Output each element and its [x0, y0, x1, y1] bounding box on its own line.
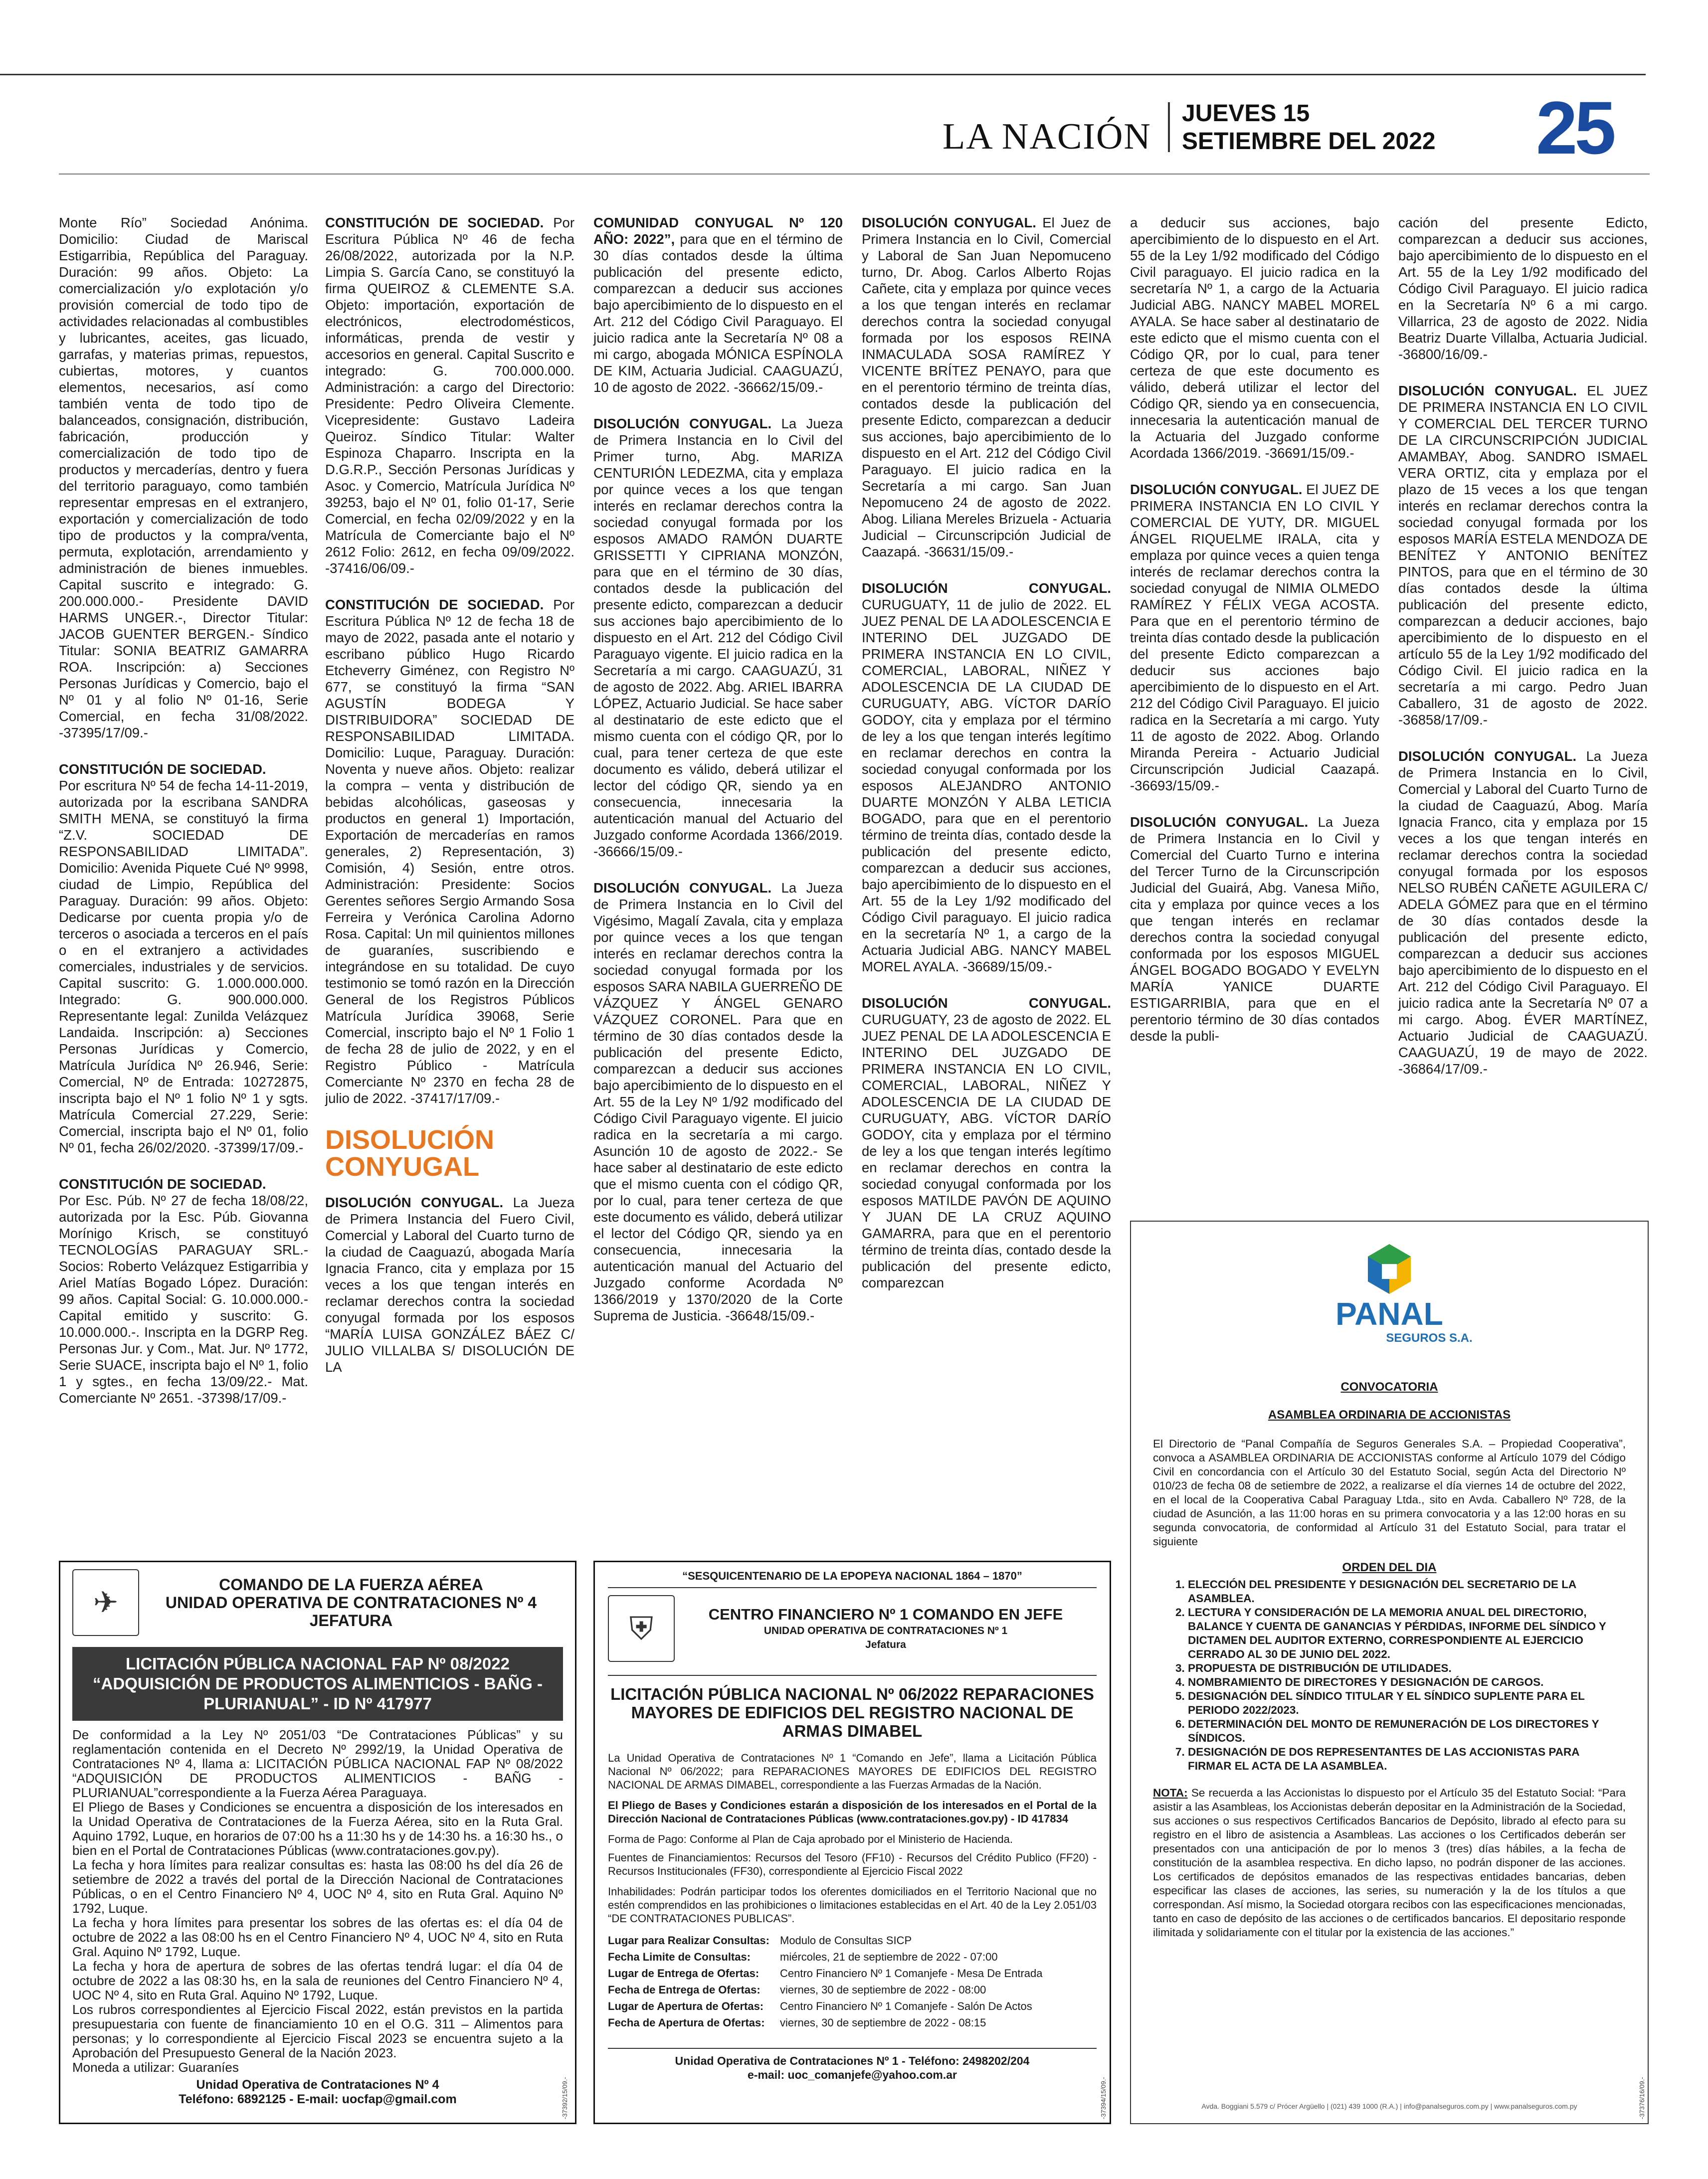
- notice-heading: COMUNIDAD CONYUGAL Nº 120 AÑO: 2022”,: [593, 215, 843, 247]
- header-rule: [59, 174, 1650, 175]
- notice: [862, 214, 1111, 560]
- notice: [862, 580, 1111, 975]
- table-row: [608, 1965, 1097, 1982]
- issue-date-line1: JUEVES 15: [1182, 100, 1310, 127]
- table-row: [608, 2014, 1097, 2031]
- asamblea-title: ASAMBLEA ORDINARIA DE ACCIONISTAS: [1268, 1408, 1511, 1422]
- notice-heading: DISOLUCIÓN CONYUGAL.: [325, 1195, 504, 1210]
- ad-code: -37394/15/09.-: [1100, 2077, 1107, 2119]
- notice-body: La Jueza de Primera Instancia del Fuero Civil, Comercial y Laboral del Cuarto turno de la ciudad de Caaguazú, abogada María Ignacia Franco, cita y emplaza por 15 veces a los que tengan interés en reclamar derechos contra la sociedad conyugal formada por los esposos “MARÍA LUISA GONZÁLEZ BÁEZ C/ JULIO VILLALBA S/ DISOLUCIÓN DE LA: [325, 1195, 575, 1375]
- table-row: [608, 1932, 1097, 1949]
- ad-paragraph: La Unidad Operativa de Contrataciones Nº 1 “Comando en Jefe”, llama a Licitación Pública Nacional Nº 06/2022; para REPARACIONES MAYORES DE EDIFICIOS DEL REGISTRO NACIONAL DE ARMAS DIMABEL, correspondiente a las Fuerzas Armadas de la Nación.: [608, 1752, 1097, 1791]
- row-label: Fecha de Entrega de Ofertas:: [608, 1984, 760, 1996]
- ad-org-office: JEFATURA: [309, 1612, 393, 1630]
- notice-heading: CONSTITUCIÓN DE SOCIEDAD.: [59, 1176, 266, 1192]
- list-item: 7. DESIGNACIÓN DE DOS REPRESENTANTES DE LAS ACCIONISTAS PARA FIRMAR EL ACTA DE LA ASAMBLEA.: [1188, 1745, 1626, 1773]
- ad-footer-unit: Unidad Operativa de Contrataciones Nº 4: [196, 2078, 439, 2092]
- panal-footer: Avda. Boggiani 5.579 c/ Prócer Argüello | (021) 439 1000 (R.A.) | info@panalseguros.com.py | www.panalseguros.com.py: [1201, 2102, 1577, 2110]
- table-row: [608, 1982, 1097, 1998]
- classifieds-column-3: [593, 214, 843, 1344]
- notice: [325, 596, 574, 1106]
- notice-body: cación del presente Edicto, comparezcan a deducir sus acciones, bajo apercibimiento de lo dispuesto en el Art. 55 de la Ley 1/92 modificado del Código Civil Paraguayo. El juicio radica en la Secretaría Nº 6 a mi cargo. Villarrica, 23 de agosto de 2022. Nidia Beatriz Duarte Villalba, Actuaria Judicial. -36800/16/09.-: [1398, 215, 1648, 362]
- page-number: 25: [1536, 86, 1613, 170]
- notice-heading: CONSTITUCIÓN DE SOCIEDAD.: [325, 215, 544, 230]
- ad-paragraph: De conformidad a la Ley Nº 2051/03 “De Contrataciones Públicas” y su reglamentación contenida en el Decreto Nº 2992/19, la Unidad Operativa de Contrataciones Nº 4, llama a: LICITACIÓN PÚBLICA NACIONAL FAP Nº 08/2022 “ADQUISICIÓN DE PRODUCTOS ALIMENTICIOS - BAÑG - PLURIANUAL”correspondiente a la Fuerza Aérea Paraguaya.: [72, 1727, 563, 1800]
- list-item: 1. ELECCIÓN DEL PRESIDENTE Y DESIGNACIÓN DEL SECRETARIO DE LA ASAMBLEA.: [1188, 1578, 1626, 1606]
- panal-hexagon-logo-icon: [1362, 1242, 1417, 1296]
- notice: [1398, 748, 1648, 1077]
- issue-date-line2: SETIEMBRE DEL 2022: [1182, 128, 1436, 155]
- notice: [593, 214, 843, 395]
- notice: [1398, 214, 1648, 363]
- list-item: 3. PROPUESTA DE DISTRIBUCIÓN DE UTILIDADES.: [1188, 1661, 1626, 1675]
- row-label: Lugar para Realizar Consultas:: [608, 1934, 769, 1947]
- ad-paragraph: El Pliego de Bases y Condiciones estarán a disposición de los interesados en el Portal de la Dirección Nacional de Contrataciones Públicas (www.contrataciones.gov.py) - ID 417834: [608, 1799, 1097, 1825]
- row-value: viernes, 30 de septiembre de 2022 - 08:15: [780, 2016, 986, 2029]
- table-row: [608, 1998, 1097, 2014]
- nota-text: [1153, 1786, 1626, 1940]
- convocatoria-title: CONVOCATORIA: [1340, 1380, 1438, 1394]
- notice: [59, 214, 308, 741]
- newspaper-logo: LA NACIÓN: [943, 116, 1151, 157]
- panal-brand-sub: SEGUROS S.A.: [1386, 1331, 1473, 1345]
- notice: [593, 880, 843, 1324]
- notice-heading: DISOLUCIÓN CONYUGAL.: [593, 880, 772, 896]
- ad-schedule-table: [608, 1932, 1097, 2031]
- ad-tender-title: LICITACIÓN PÚBLICA NACIONAL FAP Nº 08/2022 “ADQUISICIÓN DE PRODUCTOS ALIMENTICIOS - BAÑG - PLURIANUAL” - ID Nº 417977: [72, 1647, 563, 1721]
- notice-body: El JUEZ DE PRIMERA INSTANCIA EN LO CIVIL Y COMERCIAL DE YUTY, DR. MIGUEL ÁNGEL RIQUELME IRALA, cita y emplaza por quince veces a quien tenga interés de reclamar derechos contra la sociedad conyugal de NIMIA OLMEDO RAMÍREZ Y FÉLIX VEGA ACOSTA. Para que en el perentorio término de treinta días contado desde la publicación del presente Edicto comparezcan a deducir sus acciones bajo apercibimiento de lo dispuesto en el Art. 212 del Código Civil Paraguayo. El juicio radica en la Secretaría a mi cargo. Yuty 11 de agosto de 2022. Abog. Orlando Miranda Pereira - Actuario Judicial Circunscripción Judicial Caazapá. -36693/15/09.-: [1130, 482, 1380, 793]
- ad-paragraph: La fecha y hora límites para presentar los sobres de las ofertas es: el día 04 de octubre de 2022 a las 08:00 hs en el Centro Financiero Nº 4, UOC Nº 4, sito en Ruta Gral. Aquino Nº 1792, Luque.: [72, 1915, 563, 1959]
- notice-heading: DISOLUCIÓN CONYUGAL.: [593, 416, 772, 431]
- list-item: 5. DESIGNACIÓN DEL SÍNDICO TITULAR Y EL SÍNDICO SUPLENTE PARA EL PERIODO 2022/2023.: [1188, 1689, 1626, 1717]
- list-item: 4. NOMBRAMIENTO DE DIRECTORES Y DESIGNACIÓN DE CARGOS.: [1188, 1675, 1626, 1689]
- ad-footer-contact: Teléfono: 6892125 - E-mail: uocfap@gmail.com: [179, 2092, 457, 2106]
- ad-centro-financiero: [593, 1561, 1111, 2124]
- notice-body: a deducir sus acciones, bajo apercibimiento de lo dispuesto en el Art. 55 de la Ley 1/92 modificado del Código Civil paraguayo. El juicio radica en la secretaría Nº 1, a cargo de la Actuaria Judicial ABG. NANCY MABEL MOREL AYALA. Se hace saber al destinatario de este edicto que el mismo cuenta con el Código QR, por lo cual, para tener certeza de que este documento es válido, deberá utilizar el lector del Código QR, siendo ya en consecuencia, innecesaria la autenticación manual de la Actuaria del Juzgado conforme Acordada 1366/2019. -36691/15/09.-: [1130, 215, 1379, 461]
- notice-body: Por escritura Nº 54 de fecha 14-11-2019, autorizada por la escribana SANDRA SMITH MENA, se constituyó la firma “Z.V. SOCIEDAD DE RESPONSABILIDAD LIMITADA”. Domicilio: Avenida Piquete Cué Nº 9998, ciudad de Limpio, República del Paraguay. Duración: 99 años. Objeto: Dedicarse por cuenta propia y/o de terceros o asociada a terceros en el país o en el extranjero a actividades comerciales, industriales y de servicios. Capital suscrito: G. 1.000.000.000. Integrado: G. 900.000.000. Representante legal: Zunilda Velázquez Landaida. Inscripción: a) Secciones Personas Jurídicas y Comercio, Matrícula Jurídica Nº 26.946, Serie: Comercial, Nº de Entrada: 10272875, inscripta bajo el Nº 1 folio Nº 1 y sgts. Matrícula Comercial 27.229, Serie: Comercial, inscripta bajo el Nº 01, folio Nº 01, fecha 26/02/2020. -37399/17/09.-: [59, 778, 308, 1155]
- row-value: Centro Financiero Nº 1 Comanjefe - Salón De Actos: [780, 2000, 1032, 2012]
- classifieds-column-1: [59, 214, 308, 1426]
- nota-body: Se recuerda a las Accionistas lo dispuesto por el Artículo 35 del Estatuto Social: “Para asistir a las Asambleas, los Accionistas deberán depositar en la Administración de la Sociedad, sus acciones o sus respectivos Certificados Bancarios de Depósito, librado al efecto para su registro en el libro de asistencia a Asambleas. Las acciones o los Certificados deberán ser presentados con una anticipación de por lo menos 3 (tres) días hábiles, a la fecha de constitución de la asamblea respectiva. En dicho lapso, no podrán disponer de las acciones. Los certificados de depósitos emanados de las respectivas entidades bancarias, deben especificar las clases de acciones, las series, su numeración y la de los títulos a que correspondan. Así mismo, la Sociedad otorgara recibos con las especificaciones mencionadas, tanto en caso de depósito de las acciones o de certificados bancarios. El depositario responde ilimitada y solidariamente con el titular por la existencia de las acciones.”: [1153, 1787, 1626, 1939]
- classifieds-column-5: [1130, 214, 1379, 1064]
- notice-body: Por Escritura Pública Nº 12 de fecha 18 de mayo de 2022, pasada ante el notario y escribano público Hugo Ricardo Etcheverry Giménez, con Registro Nº 677, se constituyó la firma “SAN AGUSTÍN BODEGA Y DISTRIBUIDORA” SOCIEDAD DE RESPONSABILIDAD LIMITADA. Domicilio: Luque, Paraguay. Duración: Noventa y nueve años. Objeto: realizar la compra – venta y distribución de bebidas alcohólicas, gaseosas y productos en general 1) Importación, Exportación de mercaderías en ramos generales, 2) Representación, 3) Comisión, 4) Sesión, entre otros. Administración: Presidente: Socios Gerentes señores Sergio Armando Sosa Ferreira y Verónica Carolina Adorno Rosa. Capital: Un mil quinientos millones de guaraníes, suscribiendo e integrándose en su totalidad. De cuyo testimonio se tomó razón en la Dirección General de los Registros Públicos Matrícula Jurídica 39068, Serie Comercial, inscripto bajo el Nº 1 Folio 1 de fecha 28 de julio de 2022, y en el Registro Público - Matrícula Comerciante Nº 2370 en fecha 28 de julio de 2022. -37417/17/09.-: [325, 597, 574, 1106]
- notice: [59, 1176, 308, 1406]
- ad-paragraph: La fecha y hora límites para realizar consultas es: hasta las 08:00 hs del día 26 de setiembre de 2022 a través del portal de la Dirección Nacional de Contrataciones Públicas, o en el Centro Financiero Nº 4, UOC Nº 4, sito en Ruta Gral. Aquino Nº 1792, Luque.: [72, 1857, 563, 1916]
- notice-body: Por Escritura Pública Nº 46 de fecha 26/08/2022, autorizada por la N.P. Limpia S. García Cano, se constituyó la firma QUEIROZ & CLEMENTE S.A. Objeto: importación, exportación de electrónicos, electrodomésticos, informáticas, prenda de vestir y accesorios en general. Capital Suscrito e integrado: G. 700.000.000. Administración: a cargo del Directorio: Presidente: Pedro Oliveira Clemente. Vicepresidente: Gustavo Ladeira Queiroz. Síndico Titular: Walter Espinoza Chaparro. Inscripta en la D.G.R.P., Sección Personas Jurídicas y Asoc. y Comercio, Matrícula Jurídica Nº 39253, bajo el Nº 01, folio 01-17, Serie Comercial, en fecha 02/09/2022 y en la Matrícula de Comerciante bajo el Nº 2612 Folio: 2612, en fecha 09/09/2022. -37416/06/09.-: [325, 215, 574, 576]
- ad-panal-seguros: [1130, 1221, 1649, 2124]
- row-value: viernes, 30 de septiembre de 2022 - 08:00: [780, 1984, 986, 1996]
- ad-paragraph: Forma de Pago: Conforme al Plan de Caja aprobado por el Ministerio de Hacienda.: [608, 1833, 1013, 1845]
- list-item: 6. DETERMINACIÓN DEL MONTO DE REMUNERACIÓN DE LOS DIRECTORES Y SÍNDICOS.: [1188, 1717, 1626, 1745]
- nota-label: NOTA:: [1153, 1787, 1188, 1799]
- row-label: Lugar de Apertura de Ofertas:: [608, 2000, 764, 2012]
- table-row: [608, 1949, 1097, 1965]
- notice-body: La Jueza de Primera Instancia en lo Civil, Comercial y Laboral del Cuarto Turno de la ciudad de Caaguazú, Abog. María Ignacia Franco, cita y emplaza por 15 veces a los que tengan interés en reclamar derechos contra la sociedad conyugal formada por los esposos NELSO RUBÉN CAÑETE AGUILERA C/ ADELA GÓMEZ para que en el término de 30 días contados desde la publicación del presente edicto, comparezcan a deducir sus acciones bajo apercibimiento de lo dispuesto en el Art. 212 del Código Civil Paraguayo. El juicio radica ante la Secretaría Nº 07 a mi cargo. Abog. ÉVER MARTÍNEZ, Actuario Judicial de CAAGUAZÚ. CAAGUAZÚ, 19 de mayo de 2022. -36864/17/09.-: [1398, 748, 1648, 1077]
- ad-paragraph: La fecha y hora de apertura de sobres de las ofertas tendrá lugar: el día 04 de octubre de 2022 a las 08:30 hs, en la sala de reuniones del Centro Financiero Nº 4, UOC Nº 4, sito en Ruta Gral. Aquino Nº 1792, Luque.: [72, 1959, 563, 2002]
- ad-tender-title: LICITACIÓN PÚBLICA NACIONAL Nº 06/2022 REPARACIONES MAYORES DE EDIFICIOS DEL REGISTRO NACIONAL DE ARMAS DIMABEL: [608, 1675, 1097, 1740]
- ad-org-unit: UNIDAD OPERATIVA DE CONTRATACIONES Nº 1: [763, 1625, 1008, 1636]
- ad-motto: “SESQUICENTENARIO DE LA EPOPEYA NACIONAL 1864 – 1870”: [608, 1569, 1097, 1588]
- military-shield-icon: ⛨: [608, 1595, 675, 1662]
- section-title: DISOLUCIÓN CONYUGAL: [325, 1125, 495, 1182]
- agenda-list: [1153, 1578, 1626, 1773]
- ad-paragraph: Inhabilidades: Podrán participar todos los oferentes domiciliados en el Territorio Nacional que no estén comprendidos en las prohibiciones o limitaciones establecidas en el Art. 40 de la Ley 2.051/03 “DE CONTRATACIONES PUBLICAS”.: [608, 1885, 1097, 1925]
- notice-heading: DISOLUCIÓN CONYUGAL.: [1130, 482, 1303, 497]
- notice-heading: DISOLUCIÓN CONYUGAL.: [862, 580, 1111, 596]
- notice-body: La Jueza de Primera Instancia en lo Civil y Comercial del Cuarto Turno e interina del Tercer Turno de la Circunscripción Judicial del Guairá, Abg. Vanesa Miño, cita y emplaza por quince veces a los que tengan interés en reclamar derechos contra la sociedad conyugal conformada por los esposos MIGUEL ÁNGEL BOGADO BOGADO Y EVELYN MARÍA YANICE DUARTE ESTIGARRIBIA, para que en el perentorio término de 30 días contados desde la publi-: [1130, 814, 1380, 1044]
- notice-heading: DISOLUCIÓN CONYUGAL.: [862, 995, 1111, 1011]
- ad-body: [72, 1728, 563, 2075]
- row-label: Fecha de Apertura de Ofertas:: [608, 2016, 765, 2029]
- notice-body: Por Esc. Púb. Nº 27 de fecha 18/08/22, autorizada por la Esc. Púb. Giovanna Morínigo Krisch, se constituyó TECNOLOGÍAS PARAGUAY SRL.- Socios: Roberto Velázquez Estigarribia y Ariel Matías Bogado López. Duración: 99 años. Capital Social: G. 10.000.000.- Capital emitido y suscrito: G. 10.000.000.-. Inscripta en la DGRP Reg. Personas Jur. y Com., Mat. Jur. Nº 1772, Serie SUACE, inscripta bajo el Nº 1, folio 1 y sgtes., en fecha 13/09/22.- Mat. Comerciante Nº 2651. -37398/17/09.-: [59, 1193, 308, 1406]
- row-value: miércoles, 21 de septiembre de 2022 - 07:00: [780, 1951, 998, 1963]
- notice-body: EL JUEZ DE PRIMERA INSTANCIA EN LO CIVIL Y COMERCIAL DEL TERCER TURNO DE LA CIRCUNSCRIPCIÓN JUDICIAL AMAMBAY, Abog. SANDRO ISMAEL VERA ORTIZ, cita y emplaza por el plazo de 15 veces a los que tengan interés en reclamar derechos contra la sociedad conyugal formada por los esposos MARÍA ESTELA MENDOZA DE BENÍTEZ Y ANTONIO BENÍTEZ PINTOS, para que en el término de 30 días contados desde la última publicación del presente edicto, comparezcan a deducir acciones, bajo apercibimiento de lo dispuesto en el artículo 55 de la Ley 1/92 modificado del Código Civil. El juicio radica en la secretaría a mi cargo. Pedro Juan Caballero, 31 de agosto de 2022. -36858/17/09.-: [1398, 383, 1648, 727]
- notice: [862, 995, 1111, 1291]
- notice-heading: DISOLUCIÓN CONYUGAL.: [1130, 814, 1309, 830]
- classifieds-column-6: [1398, 214, 1648, 1097]
- ad-paragraph: Fuentes de Financiamientos: Recursos del Tesoro (FF10) - Recursos del Crédito Publico (FF20) - Recursos Institucionales (FF30), correspondiente al Ejercicio Fiscal 2022: [608, 1851, 1097, 1877]
- notice-body: CURUGUATY, 23 de agosto de 2022. EL JUEZ PENAL DE LA ADOLESCENCIA E INTERINO DEL JUZGADO DE PRIMERA INSTANCIA EN LO CIVIL, COMERCIAL, LABORAL, NIÑEZ Y ADOLESCENCIA DE LA CIUDAD DE CURUGUATY, ABG. VÍCTOR DARÍO GODOY, cita y emplaza por el término de ley a los que tengan interés legítimo en reclamar derechos en contra la sociedad conyugal conformada por los esposos MATILDE PAVÓN DE AQUINO Y JUAN DE LA CRUZ AQUINO GAMARRA, para que en el perentorio término de treinta días, contado desde la publicación del presente edicto, comparezcan: [862, 1012, 1111, 1290]
- notice: [1398, 382, 1648, 728]
- ad-fuerza-aerea: [59, 1561, 576, 2124]
- classifieds-column-4: [862, 214, 1111, 1311]
- notice-heading: DISOLUCIÓN CONYUGAL.: [1398, 383, 1577, 398]
- header-divider: [1168, 102, 1170, 152]
- ad-org-name: CENTRO FINANCIERO Nº 1 COMANDO EN JEFE: [708, 1606, 1063, 1623]
- issue-date: [1182, 100, 1436, 156]
- ad-footer-unit: Unidad Operativa de Contrataciones Nº 1 - Teléfono: 2498202/204: [675, 2054, 1030, 2067]
- ad-paragraph: El Pliego de Bases y Condiciones se encuentra a disposición de los interesados en la Unidad Operativa de Contrataciones de la Fuerza Aérea, sito en la Ruta Gral. Aquino 1792, Luque, en horarios de 07:00 hs a 11:30 hs y de 14:30 hs. a 16:30 hs., o bien en el Portal de Contrataciones Públicas (www.contrataciones.gov.py).: [72, 1800, 563, 1858]
- orden-del-dia-title: ORDEN DEL DIA: [1342, 1561, 1437, 1574]
- ad-code: -37392/15/09.-: [561, 2077, 569, 2119]
- ad-org-unit: UNIDAD OPERATIVA DE CONTRATACIONES Nº 4: [165, 1594, 537, 1612]
- ad-footer-contact: e-mail: uoc_comanjefe@yahoo.com.ar: [748, 2068, 957, 2081]
- notice-body: Monte Río” Sociedad Anónima. Domicilio: Ciudad de Mariscal Estigarribia, República del Paraguay. Duración: 99 años. Objeto: La comercialización y/o explotación y/o provisión comercial de todo tipo de actividades relacionadas al combustibles y lubricantes, aceites, gas licuado, garrafas, y materias primas, repuestos, cubiertas, motores, y cuantos elementos, necesarios, así como también venta de todo tipo de balanceados, consignación, distribución, fabricación, producción y comercialización de todo tipo de productos y mercaderías, dentro y fuera del territorio paraguayo, como también representar empresas en el extranjero, exportación y comercialización de todo tipo de productos y la compra/venta, permuta, explotación, arrendamiento y administración de bienes inmuebles. Capital suscrito e integrado: G. 200.000.000.- Presidente DAVID HARMS UNGER.-, Director Titular: JACOB GUENTER BERGEN.- Síndico Titular: SONIA BEATRIZ GAMARRA ROA. Inscripción: a) Secciones Personas Jurídicas y Comercio, bajo el Nº 01 y al folio Nº 01-16, Serie Comercial, en fecha 31/08/2022. -37395/17/09.-: [59, 215, 308, 740]
- row-value: Centro Financiero Nº 1 Comanjefe - Mesa De Entrada: [780, 1967, 1043, 1980]
- ad-body: [608, 1751, 1097, 1925]
- notice-heading: CONSTITUCIÓN DE SOCIEDAD.: [325, 597, 544, 612]
- convocatoria-text: El Directorio de “Panal Compañía de Seguros Generales S.A. – Propiedad Cooperativa”, convoca a ASAMBLEA ORDINARIA DE ACCIONISTAS conforme al Artículo 1079 del Código Civil en concordancia con el Artículo 30 del Estatuto Social, según Acta del Directorio Nº 010/23 de fecha 08 de setiembre de 2022, a realizarse el día viernes 14 de octubre del 2022, en el local de la Cooperativa Cabal Paraguay Ltda., sito en Avda. Caballero Nº 728, de la ciudad de Asunción, a las 11:00 horas en su primera convocatoria y a las 12:00 horas en su segunda convocatoria, de conformidad al Artículo 31 del Estatuto Social, para tratar el siguiente: [1153, 1438, 1626, 1548]
- notice-heading: DISOLUCIÓN CONYUGAL.: [862, 215, 1036, 230]
- list-item: 2. LECTURA Y CONSIDERACIÓN DE LA MEMORIA ANUAL DEL DIRECTORIO, BALANCE Y CUENTA DE GANANCIAS Y PÉRDIDAS, INFORME DEL SÍNDICO Y DICTAMEN DEL AUDITOR EXTERNO, CORRESPONDIENTE AL EJERCICIO CERRADO AL 30 DE JUNIO DEL 2022.: [1188, 1606, 1626, 1661]
- ad-org-name: COMANDO DE LA FUERZA AÉREA: [219, 1576, 483, 1594]
- ad-paragraph: Moneda a utilizar: Guaraníes: [72, 2060, 239, 2075]
- notice-body: La Jueza de Primera Instancia en lo Civil del Primer turno, Abg. MARIZA CENTURIÓN LEDEZMA, cita y emplaza por quince veces a los que tengan interés en reclamar derechos contra la sociedad conyugal formada por los esposos AMADO RAMÓN DUARTE GRISSETTI Y CIPRIANA MONZÓN, para que en el término de 30 días, contados desde la publicación del presente edicto, comparezcan a deducir sus acciones bajo apercibimiento de lo dispuesto en el Art. 212 del Código Civil Paraguayo vigente. El juicio radica en la Secretaría a mi cargo. CAAGUAZÚ, 31 de agosto de 2022. Abg. ARIEL IBARRA LÓPEZ, Actuario Judicial. Se hace saber al destinatario de este edicto que el mismo cuenta con el código QR, por lo cual, para tener certeza de que este documento es válido, deberá utilizar el lector del código QR, siendo ya en consecuencia, innecesaria la autenticación manual del Actuario del Juzgado conforme Acordada 1366/2019. -36666/15/09.-: [593, 416, 843, 859]
- air-force-emblem-icon: ✈: [72, 1569, 139, 1636]
- notice-body: para que en el término de 30 días contados desde la última publicación del presente edicto, comparezcan a deducir sus acciones bajo apercibimiento de lo dispuesto en el Art. 212 del Código Civil Paraguayo. El juicio radica ante la Secretaría Nº 08 a mi cargo, abogada MÓNICA ESPÍNOLA DE KIM, Actuaria Judicial. CAAGUAZÚ, 10 de agosto de 2022. -36662/15/09.-: [593, 231, 843, 395]
- row-label: Lugar de Entrega de Ofertas:: [608, 1967, 759, 1980]
- top-rule: [0, 74, 1646, 75]
- notice: [59, 761, 308, 1156]
- notice: [1130, 481, 1379, 794]
- notice-body: CURUGUATY, 11 de julio de 2022. EL JUEZ PENAL DE LA ADOLESCENCIA E INTERINO DEL JUZGADO DE PRIMERA INSTANCIA EN LO CIVIL, COMERCIAL, LABORAL, NIÑEZ Y ADOLESCENCIA DE LA CIUDAD DE CURUGUATY, ABG. VÍCTOR DARÍO GODOY, cita y emplaza por el término de ley a los que tengan interés legítimo en reclamar derechos en contra la sociedad conyugal conformada por los esposos ALEJANDRO ANTONIO DUARTE MONZÓN Y ALBA LETICIA BOGADO, para que en el perentorio término de treinta días, contado desde la publicación del presente edicto, comparezcan a deducir sus acciones, bajo apercibimiento de lo dispuesto en el Art. 55 de la Ley 1/92 modificado del Código Civil paraguayo. El juicio radica en la secretaría Nº 1, a cargo de la Actuaria Judicial ABG. NANCY MABEL MOREL AYALA. -36689/15/09.-: [862, 597, 1111, 974]
- notice-body: La Jueza de Primera Instancia en lo Civil del Vigésimo, Magalí Zavala, cita y emplaza por quince veces a los que tengan interés en reclamar derechos contra la sociedad conyugal formada por los esposos SARA NABILA GUERREÑO DE VÁZQUEZ Y ÁNGEL GENARO VÁZQUEZ CORONEL. Para que en término de 30 días contados desde la publicación del presente Edicto, comparezcan a deducir sus acciones bajo apercibimiento de lo dispuesto en el Art. 55 de la Ley Nº 1/92 modificado del Código Civil Paraguayo vigente. El juicio radica en la secretaría a mi cargo. Asunción 10 de agosto de 2022.- Se hace saber al destinatario de este edicto que el mismo cuenta con el código QR, por lo cual, para tener certeza de que este documento es válido, deberá utilizar el lector del Código QR, siendo ya en consecuencia, innecesaria la autenticación manual del Actuario del Juzgado conforme Acordada Nº 1366/2019 y 1370/2020 de la Corte Suprema de Justicia. -36648/15/09.-: [593, 880, 843, 1323]
- ad-code: -37376/16/09.-: [1638, 2077, 1646, 2119]
- row-label: Fecha Limite de Consultas:: [608, 1951, 751, 1963]
- panal-brand: PANAL: [1335, 1296, 1443, 1332]
- ad-org-office: Jefatura: [865, 1639, 906, 1650]
- ad-paragraph: Los rubros correspondientes al Ejercicio Fiscal 2022, están previstos en la partida presupuestaria con fuente de financiamiento 10 en el O.G. 311 – Alimentos para personas; y lo correspondiente al Ejercicio Fiscal 2023 se encuentra sujeto a la Aprobación del Presupuesto General de la Nación 2023.: [72, 2002, 563, 2060]
- notice-heading: DISOLUCIÓN CONYUGAL.: [1398, 748, 1577, 764]
- classifieds-column-2: [325, 214, 574, 1395]
- notice: [325, 214, 574, 576]
- notice: [1130, 814, 1379, 1044]
- notice-body: El Juez de Primera Instancia en lo Civil, Comercial y Laboral de San Juan Nepomuceno turno, Dr. Abog. Carlos Alberto Rojas Cañete, cita y emplaza por quince veces a los que tengan interés en reclamar derechos contra la sociedad conyugal formada por los esposos REINA INMACULADA SOSA RAMÍREZ Y VICENTE BRÍTEZ PENAYO, para que en el perentorio término de treinta días, contados desde la publicación del presente Edicto, comparezcan a deducir sus acciones, bajo apercibimiento de lo dispuesto en el Art. 212 del Código Civil Paraguayo. El juicio radica en la Secretaría a mi cargo. San Juan Nepomuceno 24 de agosto de 2022. Abog. Liliana Mereles Brizuela - Actuaria Judicial – Circunscripción Judicial de Caazapá. -36631/15/09.-: [862, 215, 1112, 559]
- row-value: Modulo de Consultas SICP: [780, 1934, 912, 1947]
- notice: [1130, 214, 1379, 461]
- notice-heading: CONSTITUCIÓN DE SOCIEDAD.: [59, 761, 266, 777]
- notice: [325, 1194, 574, 1375]
- notice: [593, 415, 843, 860]
